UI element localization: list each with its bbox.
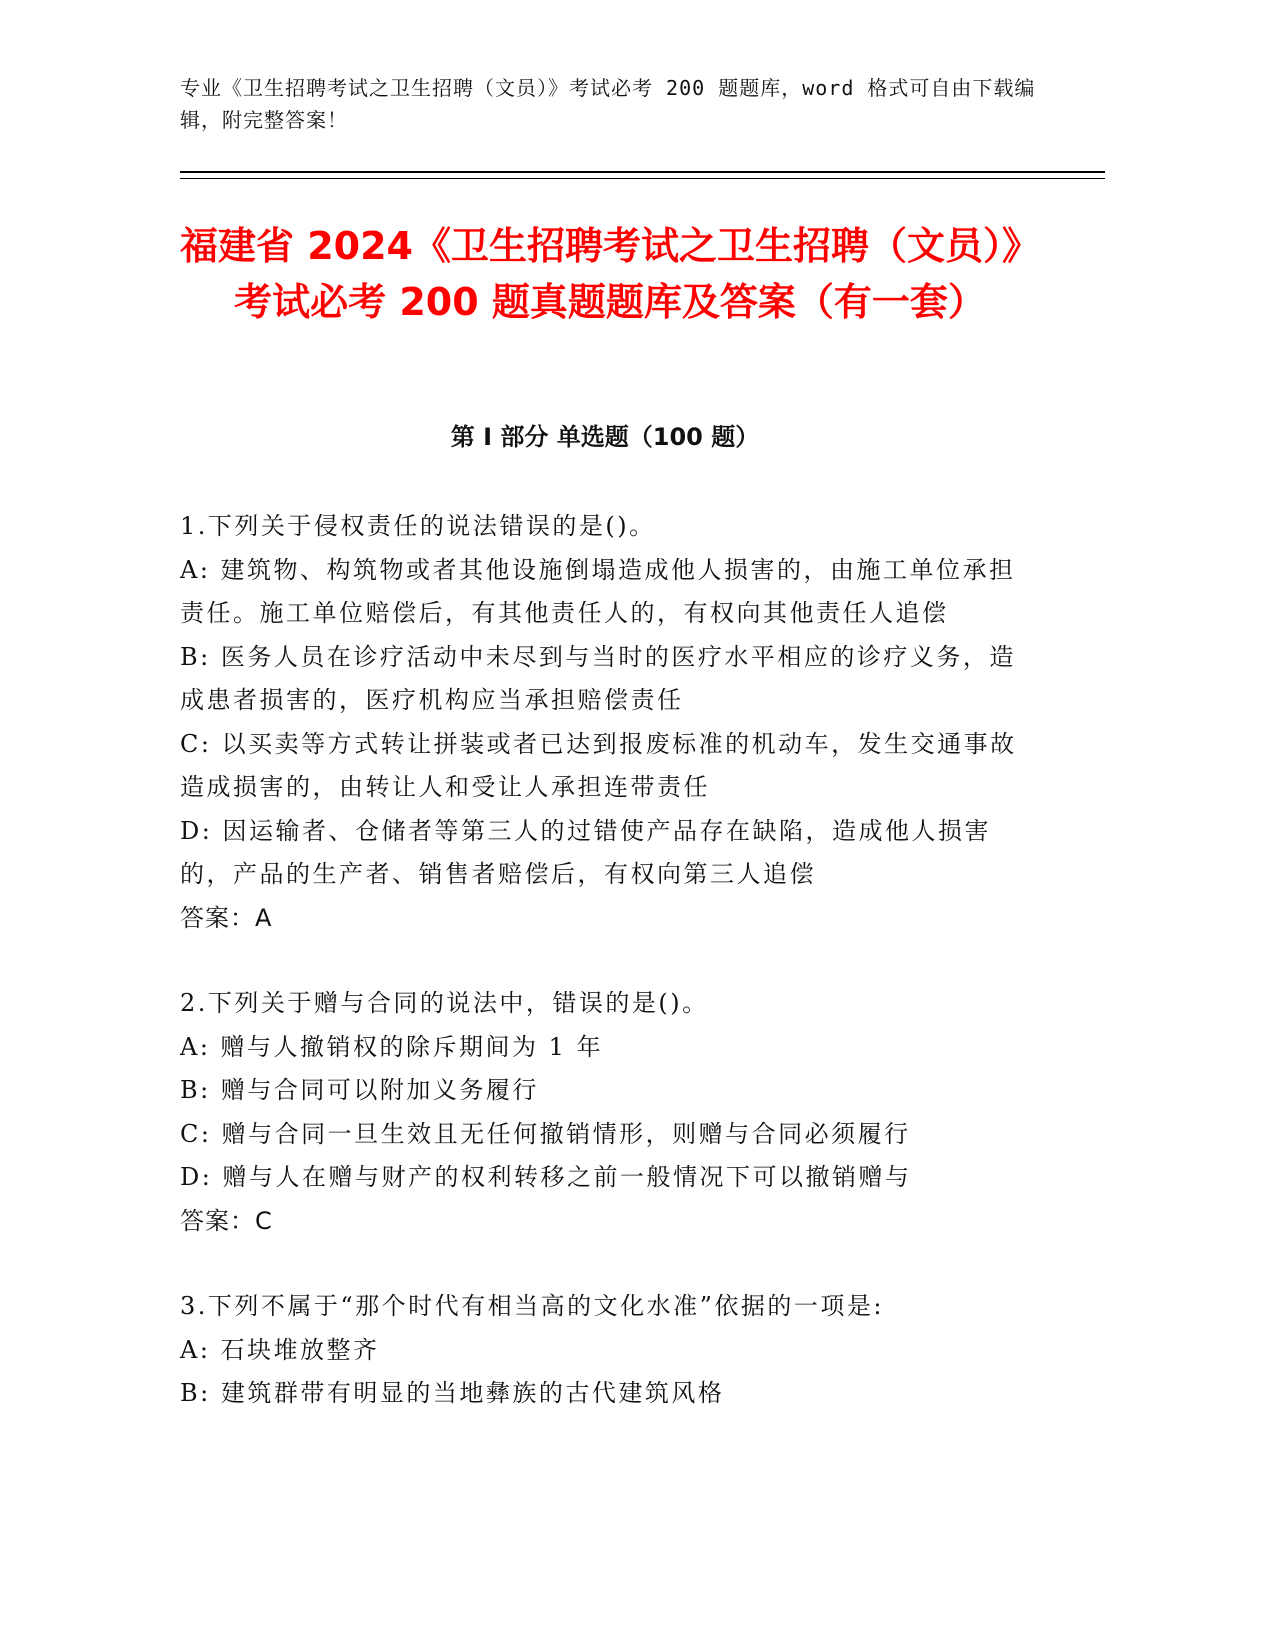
answer-label: 答案：C xyxy=(180,1206,273,1235)
option-d: D: 赠与人在赠与财产的权利转移之前一般情况下可以撤销赠与 xyxy=(180,1163,912,1191)
option-a: A: 石块堆放整齐 xyxy=(180,1335,380,1364)
option-c: C: 赠与合同一旦生效且无任何撤销情形，则赠与合同必须履行 xyxy=(180,1119,911,1148)
section-title: 第 I 部分 单选题（100 题） xyxy=(450,423,760,451)
question-stem: 3.下列不属于“那个时代有相当高的文化水准”依据的一项是: xyxy=(180,1292,885,1320)
option-a: A: 赠与人撤销权的除斥期间为 1 年 xyxy=(180,1032,604,1061)
intro-text: 专业《卫生招聘考试之卫生招聘（文员）》考试必考 200 题题库，word 格式可自由下载编辑，附完整答案！ xyxy=(180,76,1036,132)
option-b: B: 医务人员在诊疗活动中未尽到与当时的医疗水平相应的诊疗义务，造成患者损害的，医疗机构应当承担赔偿责任 xyxy=(180,642,1016,714)
option-d: D: 因运输者、仓储者等第三人的过错使产品存在缺陷，造成他人损害的，产品的生产者、销售者赔偿后，有权向第三人追偿 xyxy=(180,816,991,888)
header-rule-thick xyxy=(180,171,1105,173)
question-2 xyxy=(180,982,1040,1243)
option-b: B: 赠与合同可以附加义务履行 xyxy=(180,1076,539,1104)
question-list xyxy=(180,505,1040,1458)
question-stem: 2.下列关于赠与合同的说法中，错误的是()。 xyxy=(180,989,709,1017)
option-b: B: 建筑群带有明显的当地彝族的古代建筑风格 xyxy=(180,1379,725,1407)
question-1 xyxy=(180,505,1040,940)
option-c: C: 以买卖等方式转让拼装或者已达到报废标准的机动车，发生交通事故造成损害的，由转让人和受让人承担连带责任 xyxy=(180,729,1017,801)
document-title: 福建省 2024《卫生招聘考试之卫生招聘（文员）》考试必考 200 题真题题库及答案（有一套） xyxy=(180,224,1040,324)
question-stem: 1.下列关于侵权责任的说法错误的是()。 xyxy=(180,512,656,540)
option-a: A: 建筑物、构筑物或者其他设施倒塌造成他人损害的，由施工单位承担责任。施工单位赔偿后，有其他责任人的，有权向其他责任人追偿 xyxy=(180,555,1016,627)
answer-label: 答案：A xyxy=(180,903,273,932)
question-3 xyxy=(180,1285,1040,1416)
header-rule-thin xyxy=(180,178,1105,179)
